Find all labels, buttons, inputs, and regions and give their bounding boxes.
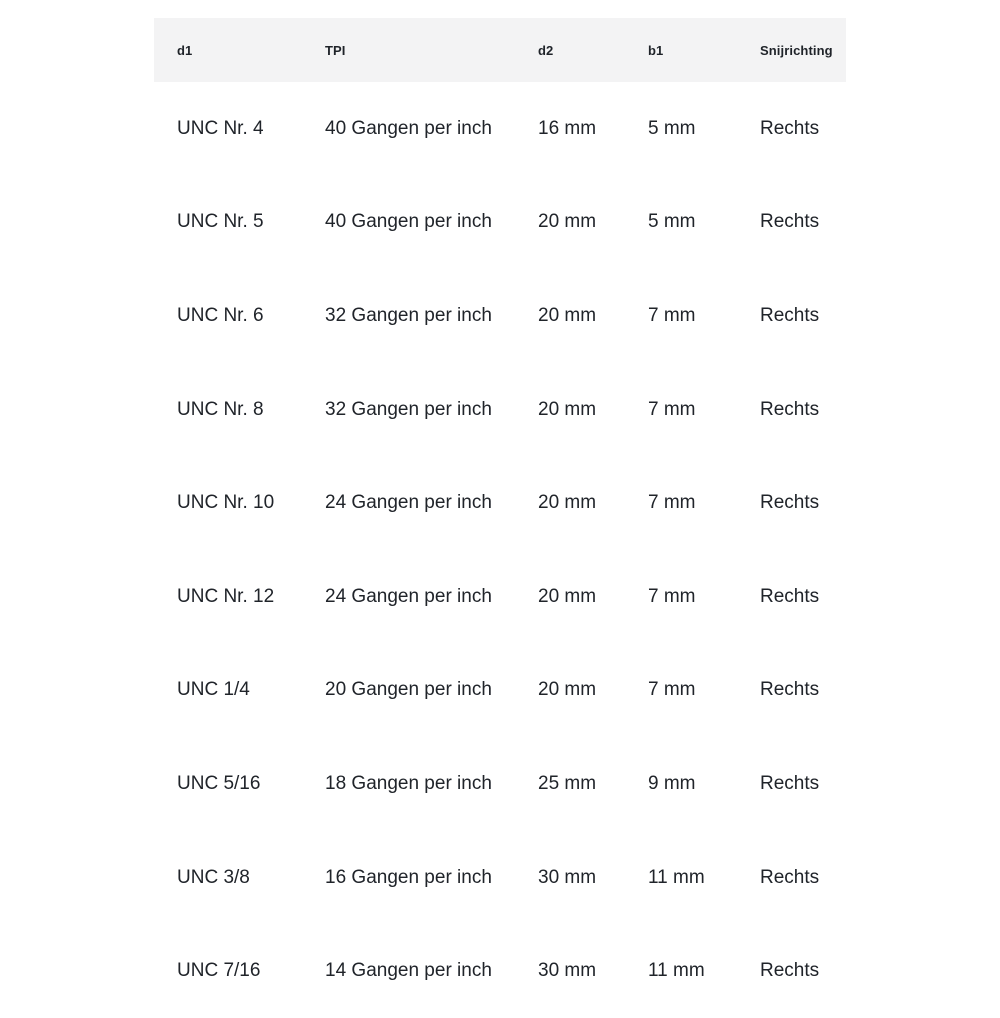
cell-b1: 7 mm	[625, 456, 737, 550]
cell-tpi: 20 Gangen per inch	[302, 644, 515, 738]
cell-snijrichting: Rechts	[737, 82, 846, 176]
table-row	[154, 550, 846, 644]
cell-tpi: 24 Gangen per inch	[302, 550, 515, 644]
cell-d1: UNC 3/8	[154, 831, 302, 925]
header-snijrichting: Snijrichting	[737, 18, 846, 82]
cell-tpi: 40 Gangen per inch	[302, 82, 515, 176]
cell-snijrichting: Rechts	[737, 363, 846, 457]
cell-snijrichting: Rechts	[737, 831, 846, 925]
header-b1: b1	[625, 18, 737, 82]
cell-snijrichting: Rechts	[737, 924, 846, 1018]
cell-d2: 20 mm	[515, 269, 625, 363]
cell-snijrichting: Rechts	[737, 269, 846, 363]
cell-b1: 5 mm	[625, 82, 737, 176]
cell-d1: UNC 1/4	[154, 644, 302, 738]
cell-tpi: 18 Gangen per inch	[302, 737, 515, 831]
cell-tpi: 32 Gangen per inch	[302, 363, 515, 457]
cell-snijrichting: Rechts	[737, 176, 846, 270]
cell-d2: 20 mm	[515, 363, 625, 457]
cell-snijrichting: Rechts	[737, 550, 846, 644]
cell-d2: 20 mm	[515, 644, 625, 738]
cell-b1: 11 mm	[625, 831, 737, 925]
cell-tpi: 16 Gangen per inch	[302, 831, 515, 925]
cell-d2: 16 mm	[515, 82, 625, 176]
cell-d2: 20 mm	[515, 550, 625, 644]
header-tpi: TPI	[302, 18, 515, 82]
cell-snijrichting: Rechts	[737, 737, 846, 831]
spec-table	[154, 18, 846, 1018]
table-row	[154, 269, 846, 363]
cell-b1: 7 mm	[625, 550, 737, 644]
table-row	[154, 644, 846, 738]
table-row	[154, 737, 846, 831]
header-d1: d1	[154, 18, 302, 82]
cell-b1: 9 mm	[625, 737, 737, 831]
table-row	[154, 363, 846, 457]
cell-d1: UNC Nr. 4	[154, 82, 302, 176]
cell-b1: 7 mm	[625, 363, 737, 457]
cell-d1: UNC 7/16	[154, 924, 302, 1018]
table-row	[154, 176, 846, 270]
cell-snijrichting: Rechts	[737, 456, 846, 550]
cell-d1: UNC Nr. 10	[154, 456, 302, 550]
table-row	[154, 924, 846, 1018]
cell-d1: UNC Nr. 12	[154, 550, 302, 644]
table-row	[154, 456, 846, 550]
cell-b1: 7 mm	[625, 644, 737, 738]
cell-snijrichting: Rechts	[737, 644, 846, 738]
cell-tpi: 24 Gangen per inch	[302, 456, 515, 550]
spec-table-container	[154, 18, 846, 1018]
cell-tpi: 40 Gangen per inch	[302, 176, 515, 270]
header-row	[154, 18, 846, 82]
cell-d2: 20 mm	[515, 456, 625, 550]
cell-d1: UNC 5/16	[154, 737, 302, 831]
table-row	[154, 831, 846, 925]
cell-d2: 25 mm	[515, 737, 625, 831]
cell-tpi: 32 Gangen per inch	[302, 269, 515, 363]
spec-table-body	[154, 82, 846, 1018]
cell-b1: 7 mm	[625, 269, 737, 363]
cell-d2: 30 mm	[515, 831, 625, 925]
cell-b1: 5 mm	[625, 176, 737, 270]
cell-d2: 30 mm	[515, 924, 625, 1018]
cell-d1: UNC Nr. 6	[154, 269, 302, 363]
cell-tpi: 14 Gangen per inch	[302, 924, 515, 1018]
cell-d1: UNC Nr. 8	[154, 363, 302, 457]
spec-table-header	[154, 18, 846, 82]
cell-d1: UNC Nr. 5	[154, 176, 302, 270]
header-d2: d2	[515, 18, 625, 82]
table-row	[154, 82, 846, 176]
cell-b1: 11 mm	[625, 924, 737, 1018]
cell-d2: 20 mm	[515, 176, 625, 270]
